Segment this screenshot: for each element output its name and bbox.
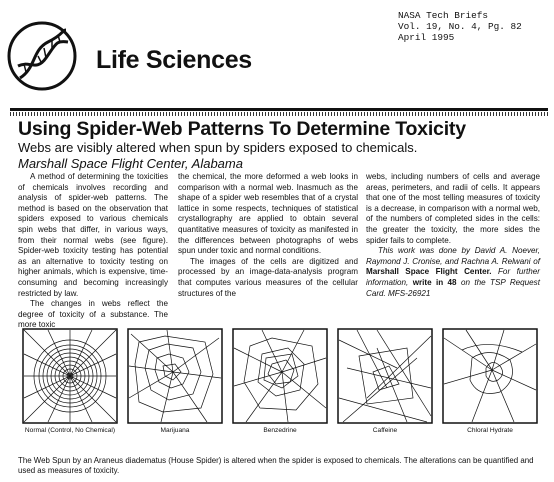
marijuana-web-illustration bbox=[127, 328, 223, 424]
stamp-line: Vol. 19, No. 4, Pg. 82 bbox=[398, 21, 522, 32]
stamp-line: April 1995 bbox=[398, 32, 455, 43]
paragraph: A method of determining the toxicities of chemicals involves recording and analysis of spider-web patterns. The method is based on the observation that spiders exposed to various chemicals spin webs that differ, in various ways, from their normal webs (see figure). Spider-web toxicity testing has potential as an alternative to toxicity testing on higher animals, which is expensive, time-consuming and becoming increasingly restricted by law. bbox=[18, 172, 168, 298]
publication-stamp bbox=[398, 10, 522, 43]
panel-label: Caffeine bbox=[372, 427, 398, 434]
credits-lead: This work was done by David A. Noever, Raymond J. Cronise, and Rachna A. Relwani of bbox=[366, 246, 540, 266]
credits-org: Marshall Space Flight Center. bbox=[366, 267, 492, 277]
header-hatch-rule bbox=[10, 112, 548, 116]
section-title: Life Sciences bbox=[96, 46, 252, 74]
figure-caption: The Web Spun by an Araneus diadematus (House Spider) is altered when the spider is exposed to chemicals. The alterations can be quantified and used as measures of toxicity. bbox=[18, 456, 534, 475]
header-rule bbox=[10, 108, 548, 111]
text-column-2 bbox=[178, 172, 358, 299]
paragraph: The changes in webs reflect the degree of toxicity of a substance. The more toxic bbox=[18, 299, 168, 330]
article-title: Using Spider-Web Patterns To Determine Toxicity bbox=[18, 118, 466, 140]
web-panel-chloral-hydrate bbox=[442, 328, 538, 440]
paragraph: webs, including numbers of cells and average areas, perimeters, and radii of cells. It appears that one of the most telling measures of toxicity is a decrease, in comparison with a normal web, of the numbers of completed sides in the cells: the greater the toxicity, the more sides the spider fails to complete. bbox=[366, 172, 540, 245]
panel-label: Marijuana bbox=[160, 427, 190, 434]
credits-write-in: write in 48 bbox=[412, 277, 457, 287]
panel-label: Normal (Control, No Chemical) bbox=[24, 427, 116, 434]
dna-helix-logo-icon bbox=[6, 20, 78, 92]
credits-paragraph bbox=[366, 246, 540, 299]
stamp-line: NASA Tech Briefs bbox=[398, 10, 489, 21]
article-affiliation: Marshall Space Flight Center, Alabama bbox=[18, 156, 243, 171]
article-subtitle: Webs are visibly altered when spun by spiders exposed to chemicals. bbox=[18, 140, 418, 155]
web-panel-normal bbox=[22, 328, 118, 440]
credits-more: For further information, bbox=[366, 267, 540, 287]
text-column-3 bbox=[366, 172, 540, 299]
web-figure bbox=[22, 328, 540, 450]
web-panel-marijuana bbox=[127, 328, 223, 440]
paragraph: The images of the cells are digitized and processed by an image-data-analysis program that computes various measures of the cellular structures of the bbox=[178, 256, 358, 298]
paragraph: the chemical, the more deformed a web looks in comparison with a normal web. Inasmuch as the shape of a spider web resembles that of a crystal lattice in some respects, techniques of statistical crystallography are applied to obtain several quantitative measures of toxicity as manifested in the differences between photographs of webs spun under toxic and normal conditions. bbox=[178, 172, 358, 256]
chloral-hydrate-web-illustration bbox=[442, 328, 538, 424]
text-column-1 bbox=[18, 172, 168, 331]
benzedrine-web-illustration bbox=[232, 328, 328, 424]
web-panel-caffeine bbox=[337, 328, 433, 440]
credits-tail: on the TSP Request Card. MFS-26921 bbox=[366, 277, 540, 298]
panel-label: Benzedrine bbox=[263, 427, 297, 434]
normal-web-illustration bbox=[22, 328, 118, 424]
panel-label: Chloral Hydrate bbox=[467, 427, 513, 434]
web-panel-benzedrine bbox=[232, 328, 328, 440]
caffeine-web-illustration bbox=[337, 328, 433, 424]
